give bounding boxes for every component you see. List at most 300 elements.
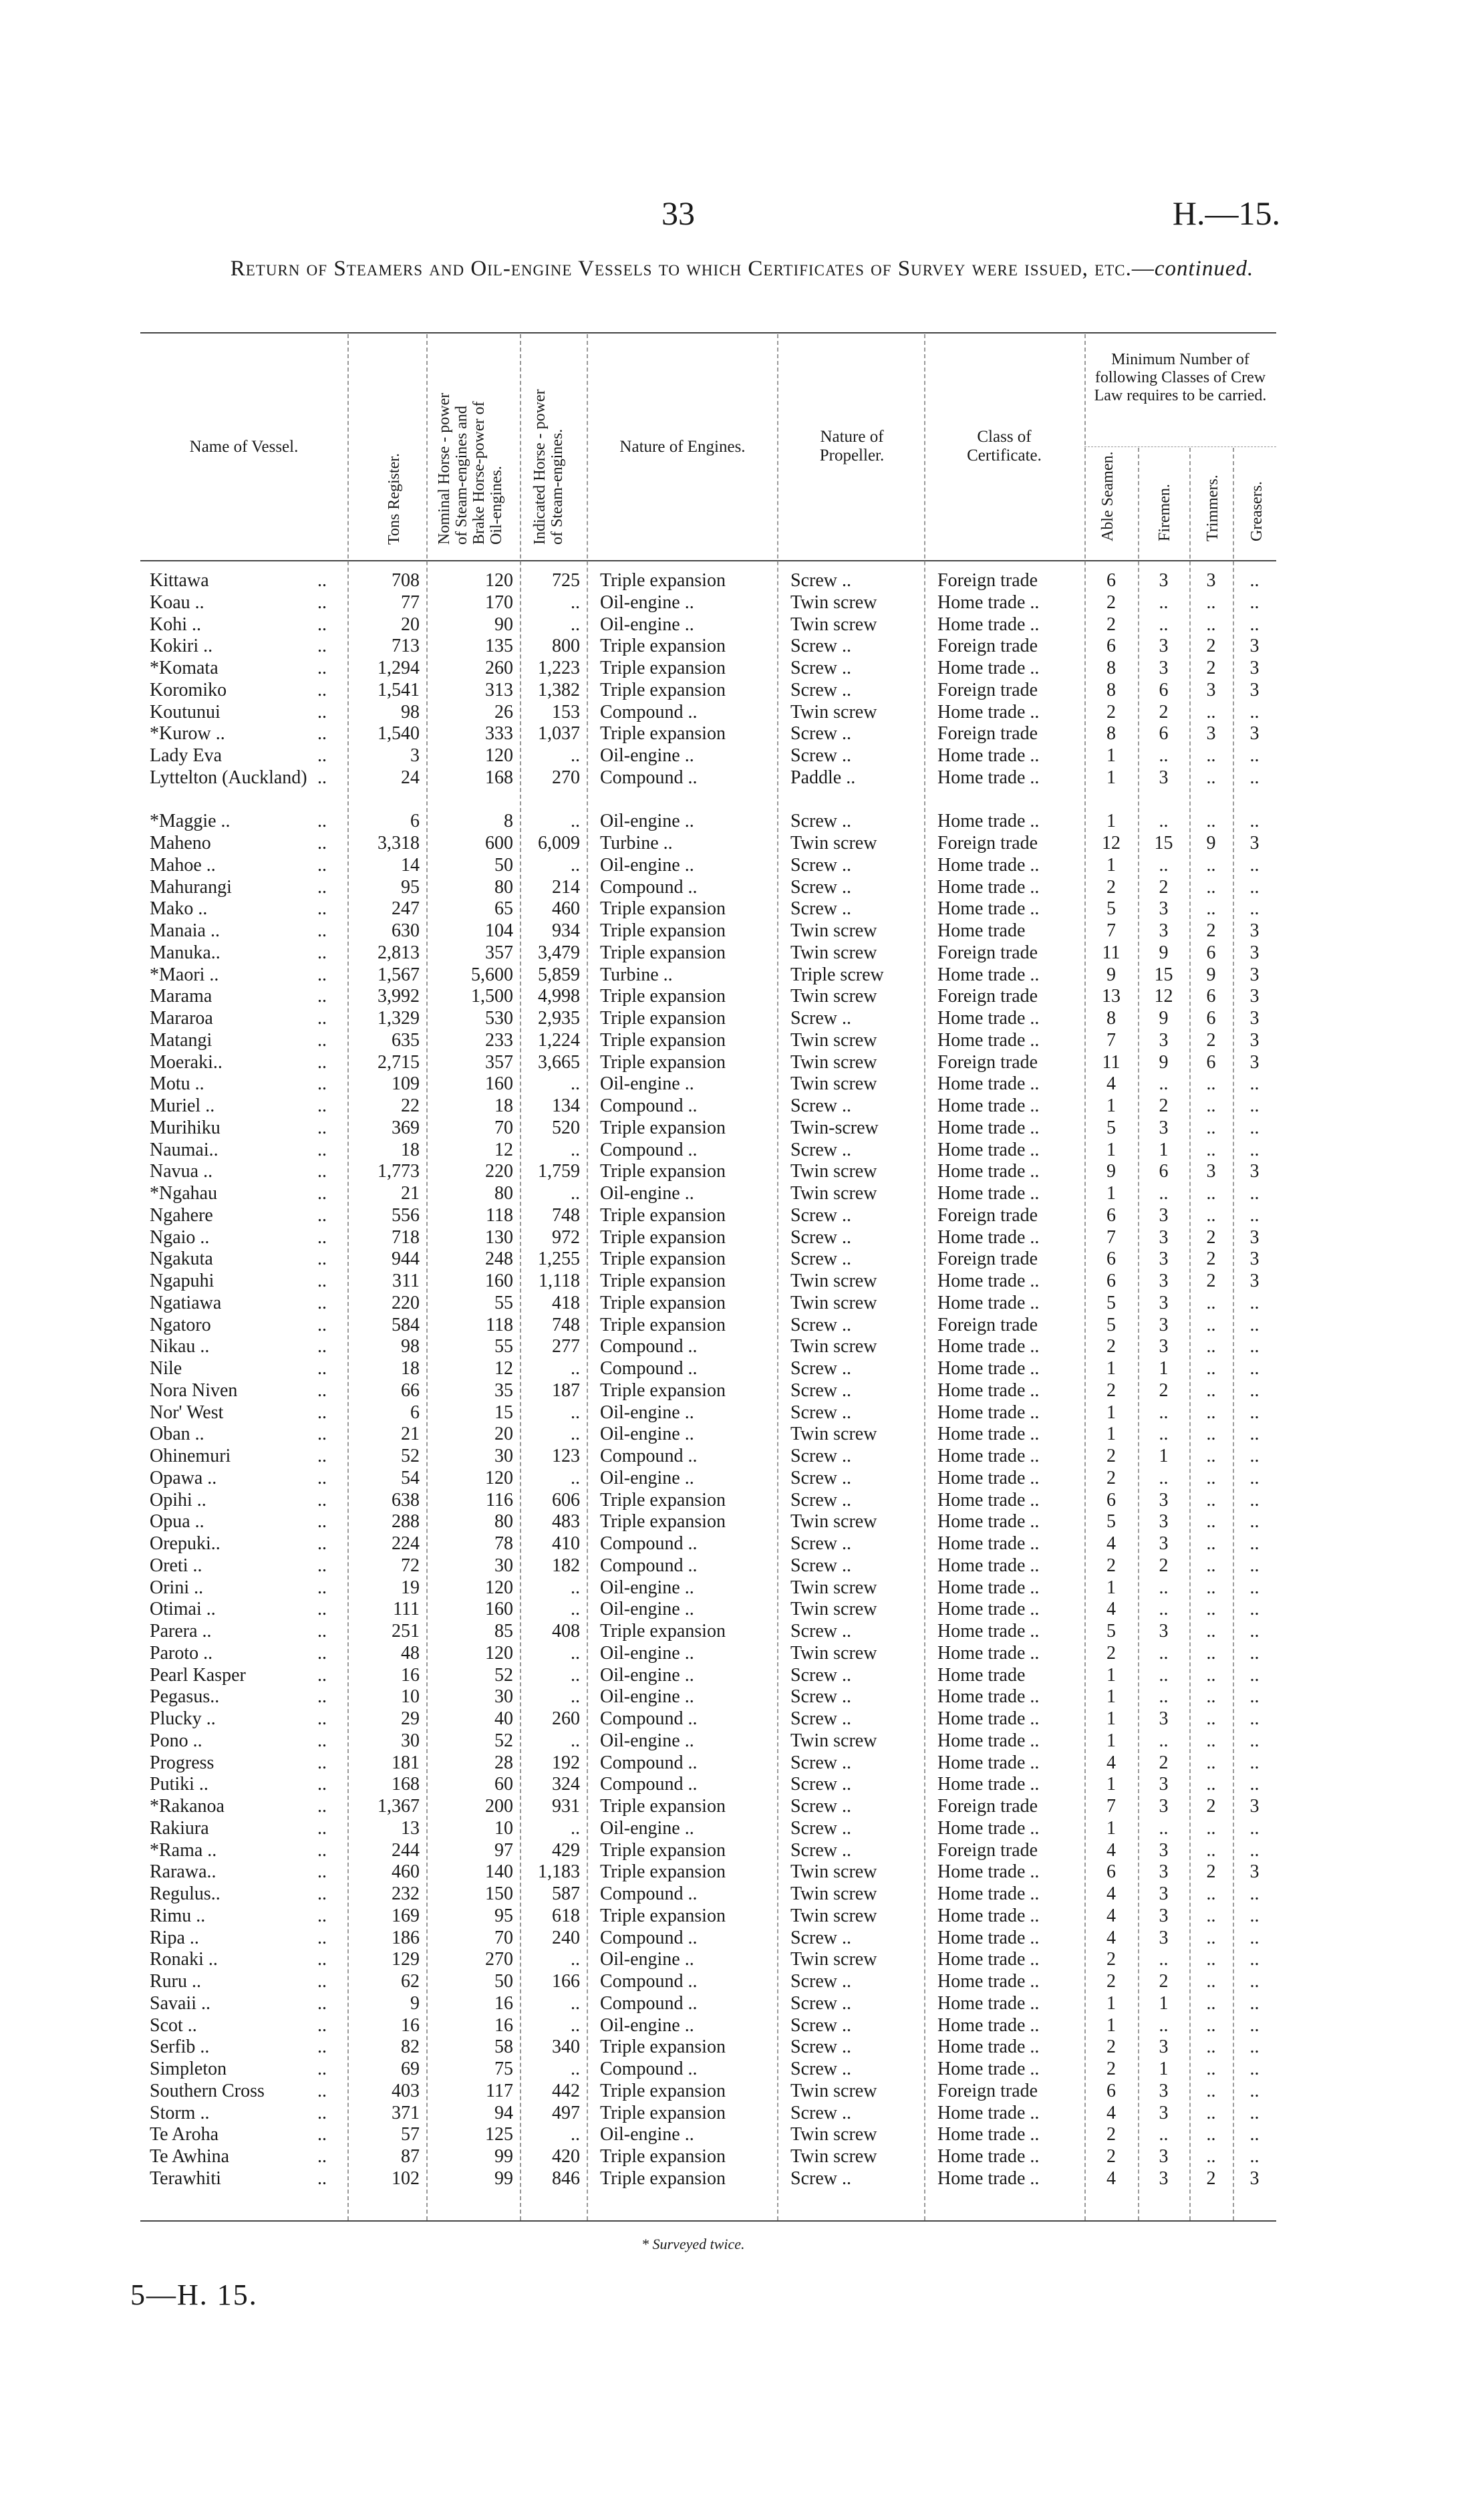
header-nominal-line: Oil-engines. (488, 466, 505, 545)
trimmers: .. (1206, 701, 1216, 722)
vessel-name: Rarawa.. (150, 1861, 216, 1883)
trimmers: .. (1206, 1577, 1216, 1598)
vessel-name: Ronaki .. (150, 1949, 218, 1970)
table-row (140, 2103, 1276, 2125)
class-of-certificate: Home trade .. (937, 1774, 1040, 1795)
nature-of-engines: Compound .. (600, 1139, 698, 1160)
greasers: .. (1249, 1599, 1259, 1620)
greasers: .. (1249, 2080, 1259, 2101)
tons-register: 369 (392, 1117, 420, 1138)
header-nominal-line: Brake Horse-power of (470, 401, 488, 545)
nature-of-engines: Compound .. (600, 1883, 698, 1904)
nature-of-engines: Triple expansion (600, 1314, 726, 1335)
table-row (140, 1883, 1276, 1905)
nature-of-propeller: Twin screw (790, 2124, 877, 2145)
class-of-certificate: Foreign trade (937, 833, 1038, 853)
trimmers: 9 (1206, 833, 1216, 853)
class-of-certificate: Home trade .. (937, 614, 1040, 635)
table-row (140, 1052, 1276, 1074)
greasers: 3 (1249, 1861, 1259, 1883)
indicated-horse-power: 972 (552, 1226, 580, 1248)
vessel-name: Opawa .. (150, 1467, 217, 1488)
nature-of-engines: Compound .. (600, 876, 698, 898)
tons-register: 232 (392, 1883, 420, 1904)
tons-register: 69 (401, 2059, 420, 2079)
able-seamen: 1 (1106, 1664, 1116, 1686)
table-row (140, 1796, 1276, 1818)
table-row (140, 1686, 1276, 1708)
nature-of-engines: Triple expansion (600, 1511, 726, 1533)
table-row (140, 1008, 1276, 1030)
leader-dots: .. (317, 986, 327, 1007)
greasers: .. (1249, 1533, 1259, 1554)
nominal-horse-power: 50 (494, 1971, 513, 1992)
table-row (140, 1446, 1276, 1468)
nominal-horse-power: 94 (494, 2102, 513, 2123)
nominal-horse-power: 40 (494, 1708, 513, 1729)
leader-dots: .. (317, 2102, 327, 2123)
greasers: .. (1249, 1424, 1259, 1445)
leader-dots: .. (317, 1489, 327, 1510)
indicated-horse-power: 1,224 (538, 1029, 580, 1051)
trimmers: .. (1206, 1555, 1216, 1576)
header-nature-of-engines: Nature of Engines. (619, 438, 746, 456)
trimmers: .. (1206, 1774, 1216, 1795)
nature-of-propeller: Twin screw (790, 1271, 877, 1291)
firemen: 2 (1159, 1555, 1169, 1576)
nature-of-engines: Compound .. (600, 1555, 698, 1576)
trimmers: 2 (1206, 1861, 1216, 1883)
leader-dots: .. (317, 1621, 327, 1641)
greasers: .. (1249, 1402, 1259, 1423)
header-tons-register: Tons Register. (386, 453, 403, 545)
tons-register: 95 (401, 876, 420, 898)
class-of-certificate: Home trade .. (937, 1029, 1040, 1051)
nature-of-propeller: Twin screw (790, 1336, 877, 1357)
greasers: .. (1249, 1642, 1259, 1664)
trimmers: .. (1206, 2059, 1216, 2079)
firemen: 3 (1159, 1029, 1169, 1051)
nature-of-propeller: Twin screw (790, 920, 877, 941)
tons-register: 29 (401, 1708, 420, 1729)
indicated-horse-power: 5,859 (538, 964, 580, 985)
class-of-certificate: Home trade .. (937, 1861, 1040, 1883)
vessel-name: Serfib .. (150, 2036, 210, 2058)
table-row (140, 986, 1276, 1008)
greasers: 3 (1249, 1008, 1259, 1029)
nature-of-propeller: Triple screw (790, 964, 884, 985)
leader-dots: .. (317, 1686, 327, 1708)
firemen: 3 (1159, 2080, 1169, 2101)
able-seamen: 8 (1106, 679, 1116, 700)
nominal-horse-power: 58 (494, 2036, 513, 2058)
firemen: 3 (1159, 1292, 1169, 1313)
nature-of-propeller: Twin screw (790, 1861, 877, 1883)
table-row (140, 1730, 1276, 1752)
tons-register: 21 (401, 1424, 420, 1445)
table-row (140, 920, 1276, 942)
trimmers: .. (1206, 1379, 1216, 1401)
nature-of-propeller: Twin screw (790, 591, 877, 613)
trimmers: .. (1206, 1424, 1216, 1445)
header-greasers: Greasers. (1248, 481, 1266, 541)
tons-register: 635 (392, 1029, 420, 1051)
nature-of-engines: Oil-engine .. (600, 614, 694, 635)
nominal-horse-power: 530 (485, 1008, 513, 1029)
greasers: .. (1249, 2146, 1259, 2167)
table-row (140, 1840, 1276, 1862)
able-seamen: 2 (1106, 1949, 1116, 1970)
class-of-certificate: Home trade .. (937, 1226, 1040, 1248)
able-seamen: 11 (1102, 942, 1121, 963)
tons-register: 1,540 (378, 723, 420, 745)
nominal-horse-power: 16 (494, 2014, 513, 2036)
greasers: 3 (1249, 1161, 1259, 1182)
trimmers: 2 (1206, 636, 1216, 657)
leader-dots: .. (317, 1817, 327, 1839)
firemen: .. (1159, 591, 1169, 613)
greasers: .. (1249, 1139, 1259, 1160)
greasers: 3 (1249, 636, 1259, 657)
greasers: .. (1249, 1358, 1259, 1379)
leader-dots: .. (317, 942, 327, 963)
tons-register: 111 (393, 1599, 420, 1620)
indicated-horse-power: 1,223 (538, 658, 580, 678)
vessel-name: Scot .. (150, 2014, 197, 2036)
nature-of-engines: Compound .. (600, 1971, 698, 1992)
nature-of-propeller: Screw .. (790, 1226, 851, 1248)
nature-of-propeller: Screw .. (790, 723, 851, 745)
indicated-horse-power: .. (571, 1817, 580, 1839)
tons-register: 52 (401, 1446, 420, 1466)
nominal-horse-power: 97 (494, 1839, 513, 1861)
trimmers: .. (1206, 1314, 1216, 1335)
table-row (140, 1665, 1276, 1687)
class-of-certificate: Home trade .. (937, 1292, 1040, 1313)
nature-of-propeller: Twin screw (790, 1599, 877, 1620)
table-row (140, 811, 1276, 833)
firemen: .. (1159, 1402, 1169, 1423)
greasers: .. (1249, 1664, 1259, 1686)
able-seamen: 4 (1106, 1533, 1116, 1554)
nature-of-engines: Triple expansion (600, 2036, 726, 2058)
table-row (140, 898, 1276, 920)
nature-of-propeller: Screw .. (790, 811, 851, 832)
tons-register: 72 (401, 1555, 420, 1576)
greasers: .. (1249, 1905, 1259, 1926)
leader-dots: .. (317, 1226, 327, 1248)
nature-of-propeller: Screw .. (790, 658, 851, 678)
leader-dots: .. (317, 854, 327, 876)
table-row (140, 1905, 1276, 1928)
able-seamen: 9 (1106, 1161, 1116, 1182)
class-of-certificate: Foreign trade (937, 723, 1038, 745)
vessel-name: Pearl Kasper (150, 1664, 246, 1686)
indicated-horse-power: 1,382 (538, 679, 580, 700)
trimmers: .. (1206, 1949, 1216, 1970)
nature-of-propeller: Screw .. (790, 2102, 851, 2123)
able-seamen: 1 (1106, 1402, 1116, 1423)
tons-register: 247 (392, 898, 420, 920)
title-main: Return of Steamers and Oil-engine Vessels to which Certificates of Survey were issued, etc.— (230, 257, 1155, 281)
class-of-certificate: Home trade .. (937, 1533, 1040, 1554)
nature-of-propeller: Screw .. (790, 1796, 851, 1817)
vessel-name: Moeraki.. (150, 1051, 222, 1073)
tons-register: 9 (410, 1992, 420, 2014)
tons-register: 244 (392, 1839, 420, 1861)
leader-dots: .. (317, 1533, 327, 1554)
title-suffix: continued. (1154, 257, 1254, 281)
vessel-name: Savaii .. (150, 1992, 210, 2014)
sheet-signature: 5—H. 15. (130, 2278, 258, 2311)
nature-of-propeller: Twin screw (790, 1183, 877, 1204)
tons-register: 1,329 (378, 1008, 420, 1029)
able-seamen: 1 (1106, 1708, 1116, 1729)
able-seamen: 4 (1106, 1839, 1116, 1861)
firemen: 3 (1159, 1905, 1169, 1926)
table-row (140, 658, 1276, 680)
nature-of-propeller: Screw .. (790, 1817, 851, 1839)
greasers: .. (1249, 1708, 1259, 1729)
vessel-name: Pono .. (150, 1730, 202, 1751)
vessel-name: Naumai.. (150, 1139, 218, 1160)
able-seamen: 2 (1106, 2124, 1116, 2145)
nature-of-propeller: Screw .. (790, 1555, 851, 1576)
header-indicated-horse-power (531, 389, 566, 545)
vessel-name: Koromiko (150, 679, 227, 700)
header-name-of-vessel: Name of Vessel. (189, 438, 299, 456)
indicated-horse-power: 800 (552, 636, 580, 657)
leader-dots: .. (317, 1095, 327, 1116)
greasers: .. (1249, 570, 1259, 591)
tons-register: 288 (392, 1511, 420, 1533)
class-of-certificate: Home trade .. (937, 591, 1040, 613)
indicated-horse-power: 324 (552, 1774, 580, 1795)
trimmers: 2 (1206, 920, 1216, 941)
nature-of-engines: Compound .. (600, 2059, 698, 2079)
tons-register: 169 (392, 1905, 420, 1926)
tons-register: 13 (401, 1817, 420, 1839)
vessel-name: Mako .. (150, 898, 208, 920)
vessel-name: Ohinemuri (150, 1446, 231, 1466)
class-of-certificate: Home trade .. (937, 1621, 1040, 1641)
table-row (140, 1183, 1276, 1205)
nature-of-engines: Triple expansion (600, 1379, 726, 1401)
table-row (140, 1928, 1276, 1950)
leader-dots: .. (317, 767, 327, 788)
indicated-horse-power: 497 (552, 2102, 580, 2123)
greasers: 3 (1249, 658, 1259, 678)
greasers: 3 (1249, 1271, 1259, 1291)
greasers: .. (1249, 1467, 1259, 1488)
able-seamen: 7 (1106, 1796, 1116, 1817)
greasers: .. (1249, 2124, 1259, 2145)
able-seamen: 8 (1106, 723, 1116, 745)
firemen: .. (1159, 2014, 1169, 2036)
table-row (140, 1205, 1276, 1227)
greasers: 3 (1249, 1029, 1259, 1051)
table-row (140, 570, 1276, 592)
trimmers: .. (1206, 1183, 1216, 1204)
greasers: .. (1249, 767, 1259, 788)
leader-dots: .. (317, 1139, 327, 1160)
greasers: .. (1249, 614, 1259, 635)
nominal-horse-power: 12 (494, 1139, 513, 1160)
able-seamen: 1 (1106, 1139, 1116, 1160)
greasers: .. (1249, 2014, 1259, 2036)
able-seamen: 5 (1106, 1314, 1116, 1335)
tons-register: 16 (401, 1664, 420, 1686)
trimmers: 3 (1206, 723, 1216, 745)
table-row (140, 1643, 1276, 1665)
nominal-horse-power: 65 (494, 898, 513, 920)
trimmers: .. (1206, 1971, 1216, 1992)
able-seamen: 1 (1106, 1095, 1116, 1116)
nominal-horse-power: 150 (485, 1883, 513, 1904)
header-firemen: Firemen. (1156, 484, 1173, 541)
vessel-name: Manuka.. (150, 942, 220, 963)
nature-of-propeller: Screw .. (790, 1467, 851, 1488)
header-top-rule (140, 332, 1276, 334)
able-seamen: 6 (1106, 1271, 1116, 1291)
nominal-horse-power: 170 (485, 591, 513, 613)
trimmers: 2 (1206, 1029, 1216, 1051)
able-seamen: 4 (1106, 1599, 1116, 1620)
firemen: .. (1159, 745, 1169, 766)
vessel-name: Simpleton (150, 2059, 227, 2079)
class-of-certificate: Home trade .. (937, 1752, 1040, 1773)
firemen: 12 (1154, 986, 1173, 1007)
trimmers: .. (1206, 1642, 1216, 1664)
able-seamen: 2 (1106, 876, 1116, 898)
tons-register: 98 (401, 1336, 420, 1357)
firemen: 1 (1159, 1358, 1169, 1379)
firemen: 1 (1159, 2059, 1169, 2079)
nature-of-engines: Triple expansion (600, 1905, 726, 1926)
vessel-name: *Komata (150, 658, 218, 678)
firemen: .. (1159, 2124, 1169, 2145)
nature-of-engines: Triple expansion (600, 986, 726, 1007)
firemen: 6 (1159, 723, 1169, 745)
class-of-certificate: Home trade .. (937, 2036, 1040, 2058)
nominal-horse-power: 90 (494, 614, 513, 635)
nominal-horse-power: 135 (485, 636, 513, 657)
greasers: 3 (1249, 679, 1259, 700)
leader-dots: .. (317, 658, 327, 678)
able-seamen: 5 (1106, 1621, 1116, 1641)
tons-register: 556 (392, 1204, 420, 1226)
leader-dots: .. (317, 920, 327, 941)
vessel-name: Ngahere (150, 1204, 213, 1226)
vessel-name: Koutunui (150, 701, 220, 722)
table-row (140, 1227, 1276, 1249)
vessel-name: *Kurow .. (150, 723, 225, 745)
able-seamen: 9 (1106, 964, 1116, 985)
trimmers: 3 (1206, 1161, 1216, 1182)
trimmers: 2 (1206, 1248, 1216, 1270)
leader-dots: .. (317, 1424, 327, 1445)
nature-of-propeller: Screw .. (790, 1664, 851, 1686)
leader-dots: .. (317, 1292, 327, 1313)
nature-of-engines: Oil-engine .. (600, 1183, 694, 1204)
nature-of-propeller: Twin screw (790, 833, 877, 853)
class-of-certificate: Home trade .. (937, 1424, 1040, 1445)
trimmers: .. (1206, 1992, 1216, 2014)
greasers: .. (1249, 1621, 1259, 1641)
class-of-certificate: Home trade .. (937, 2014, 1040, 2036)
leader-dots: .. (317, 1730, 327, 1751)
tons-register: 186 (392, 1927, 420, 1948)
indicated-horse-power: .. (571, 1664, 580, 1686)
firemen: .. (1159, 1642, 1169, 1664)
leader-dots: .. (317, 1555, 327, 1576)
nature-of-engines: Triple expansion (600, 1861, 726, 1883)
vessel-name: Ngakuta (150, 1248, 213, 1270)
nature-of-propeller: Screw .. (790, 1708, 851, 1729)
nature-of-engines: Triple expansion (600, 1204, 726, 1226)
able-seamen: 6 (1106, 570, 1116, 591)
nature-of-engines: Compound .. (600, 1446, 698, 1466)
nature-of-engines: Oil-engine .. (600, 1817, 694, 1839)
nominal-horse-power: 78 (494, 1533, 513, 1554)
nature-of-propeller: Twin screw (790, 986, 877, 1007)
greasers: .. (1249, 1446, 1259, 1466)
nature-of-propeller: Screw .. (790, 1248, 851, 1270)
tons-register: 638 (392, 1489, 420, 1510)
table-row (140, 614, 1276, 636)
nominal-horse-power: 248 (485, 1248, 513, 1270)
nature-of-engines: Triple expansion (600, 723, 726, 745)
leader-dots: .. (317, 1117, 327, 1138)
table-row (140, 1315, 1276, 1337)
indicated-horse-power: .. (571, 614, 580, 635)
tons-register: 1,541 (378, 679, 420, 700)
able-seamen: 5 (1106, 1292, 1116, 1313)
indicated-horse-power: 153 (552, 701, 580, 722)
nature-of-propeller: Screw .. (790, 1095, 851, 1116)
vessel-name: Orini .. (150, 1577, 204, 1598)
able-seamen: 1 (1106, 1686, 1116, 1708)
header-nominal-horse-power (436, 393, 505, 545)
indicated-horse-power: .. (571, 1402, 580, 1423)
table-row (140, 1248, 1276, 1271)
class-of-certificate: Home trade .. (937, 1446, 1040, 1466)
vessel-name: Paroto .. (150, 1642, 213, 1664)
vessel-name: Motu .. (150, 1073, 204, 1095)
vessel-name: Orepuki.. (150, 1533, 220, 1554)
leader-dots: .. (317, 1905, 327, 1926)
nature-of-engines: Oil-engine .. (600, 2014, 694, 2036)
table-row (140, 1073, 1276, 1095)
trimmers: .. (1206, 2080, 1216, 2101)
nature-of-engines: Compound .. (600, 767, 698, 788)
indicated-horse-power: 846 (552, 2167, 580, 2189)
table-row (140, 2059, 1276, 2081)
able-seamen: 2 (1106, 2036, 1116, 2058)
trimmers: .. (1206, 2146, 1216, 2167)
leader-dots: .. (317, 1183, 327, 1204)
nature-of-engines: Triple expansion (600, 1248, 726, 1270)
nature-of-propeller: Twin screw (790, 1949, 877, 1970)
nominal-horse-power: 15 (494, 1402, 513, 1423)
firemen: 3 (1159, 1708, 1169, 1729)
nature-of-engines: Triple expansion (600, 2167, 726, 2189)
nominal-horse-power: 270 (485, 1949, 513, 1970)
nature-of-propeller: Twin screw (790, 2080, 877, 2101)
class-of-certificate: Foreign trade (937, 1204, 1038, 1226)
greasers: .. (1249, 811, 1259, 832)
leader-dots: .. (317, 1664, 327, 1686)
